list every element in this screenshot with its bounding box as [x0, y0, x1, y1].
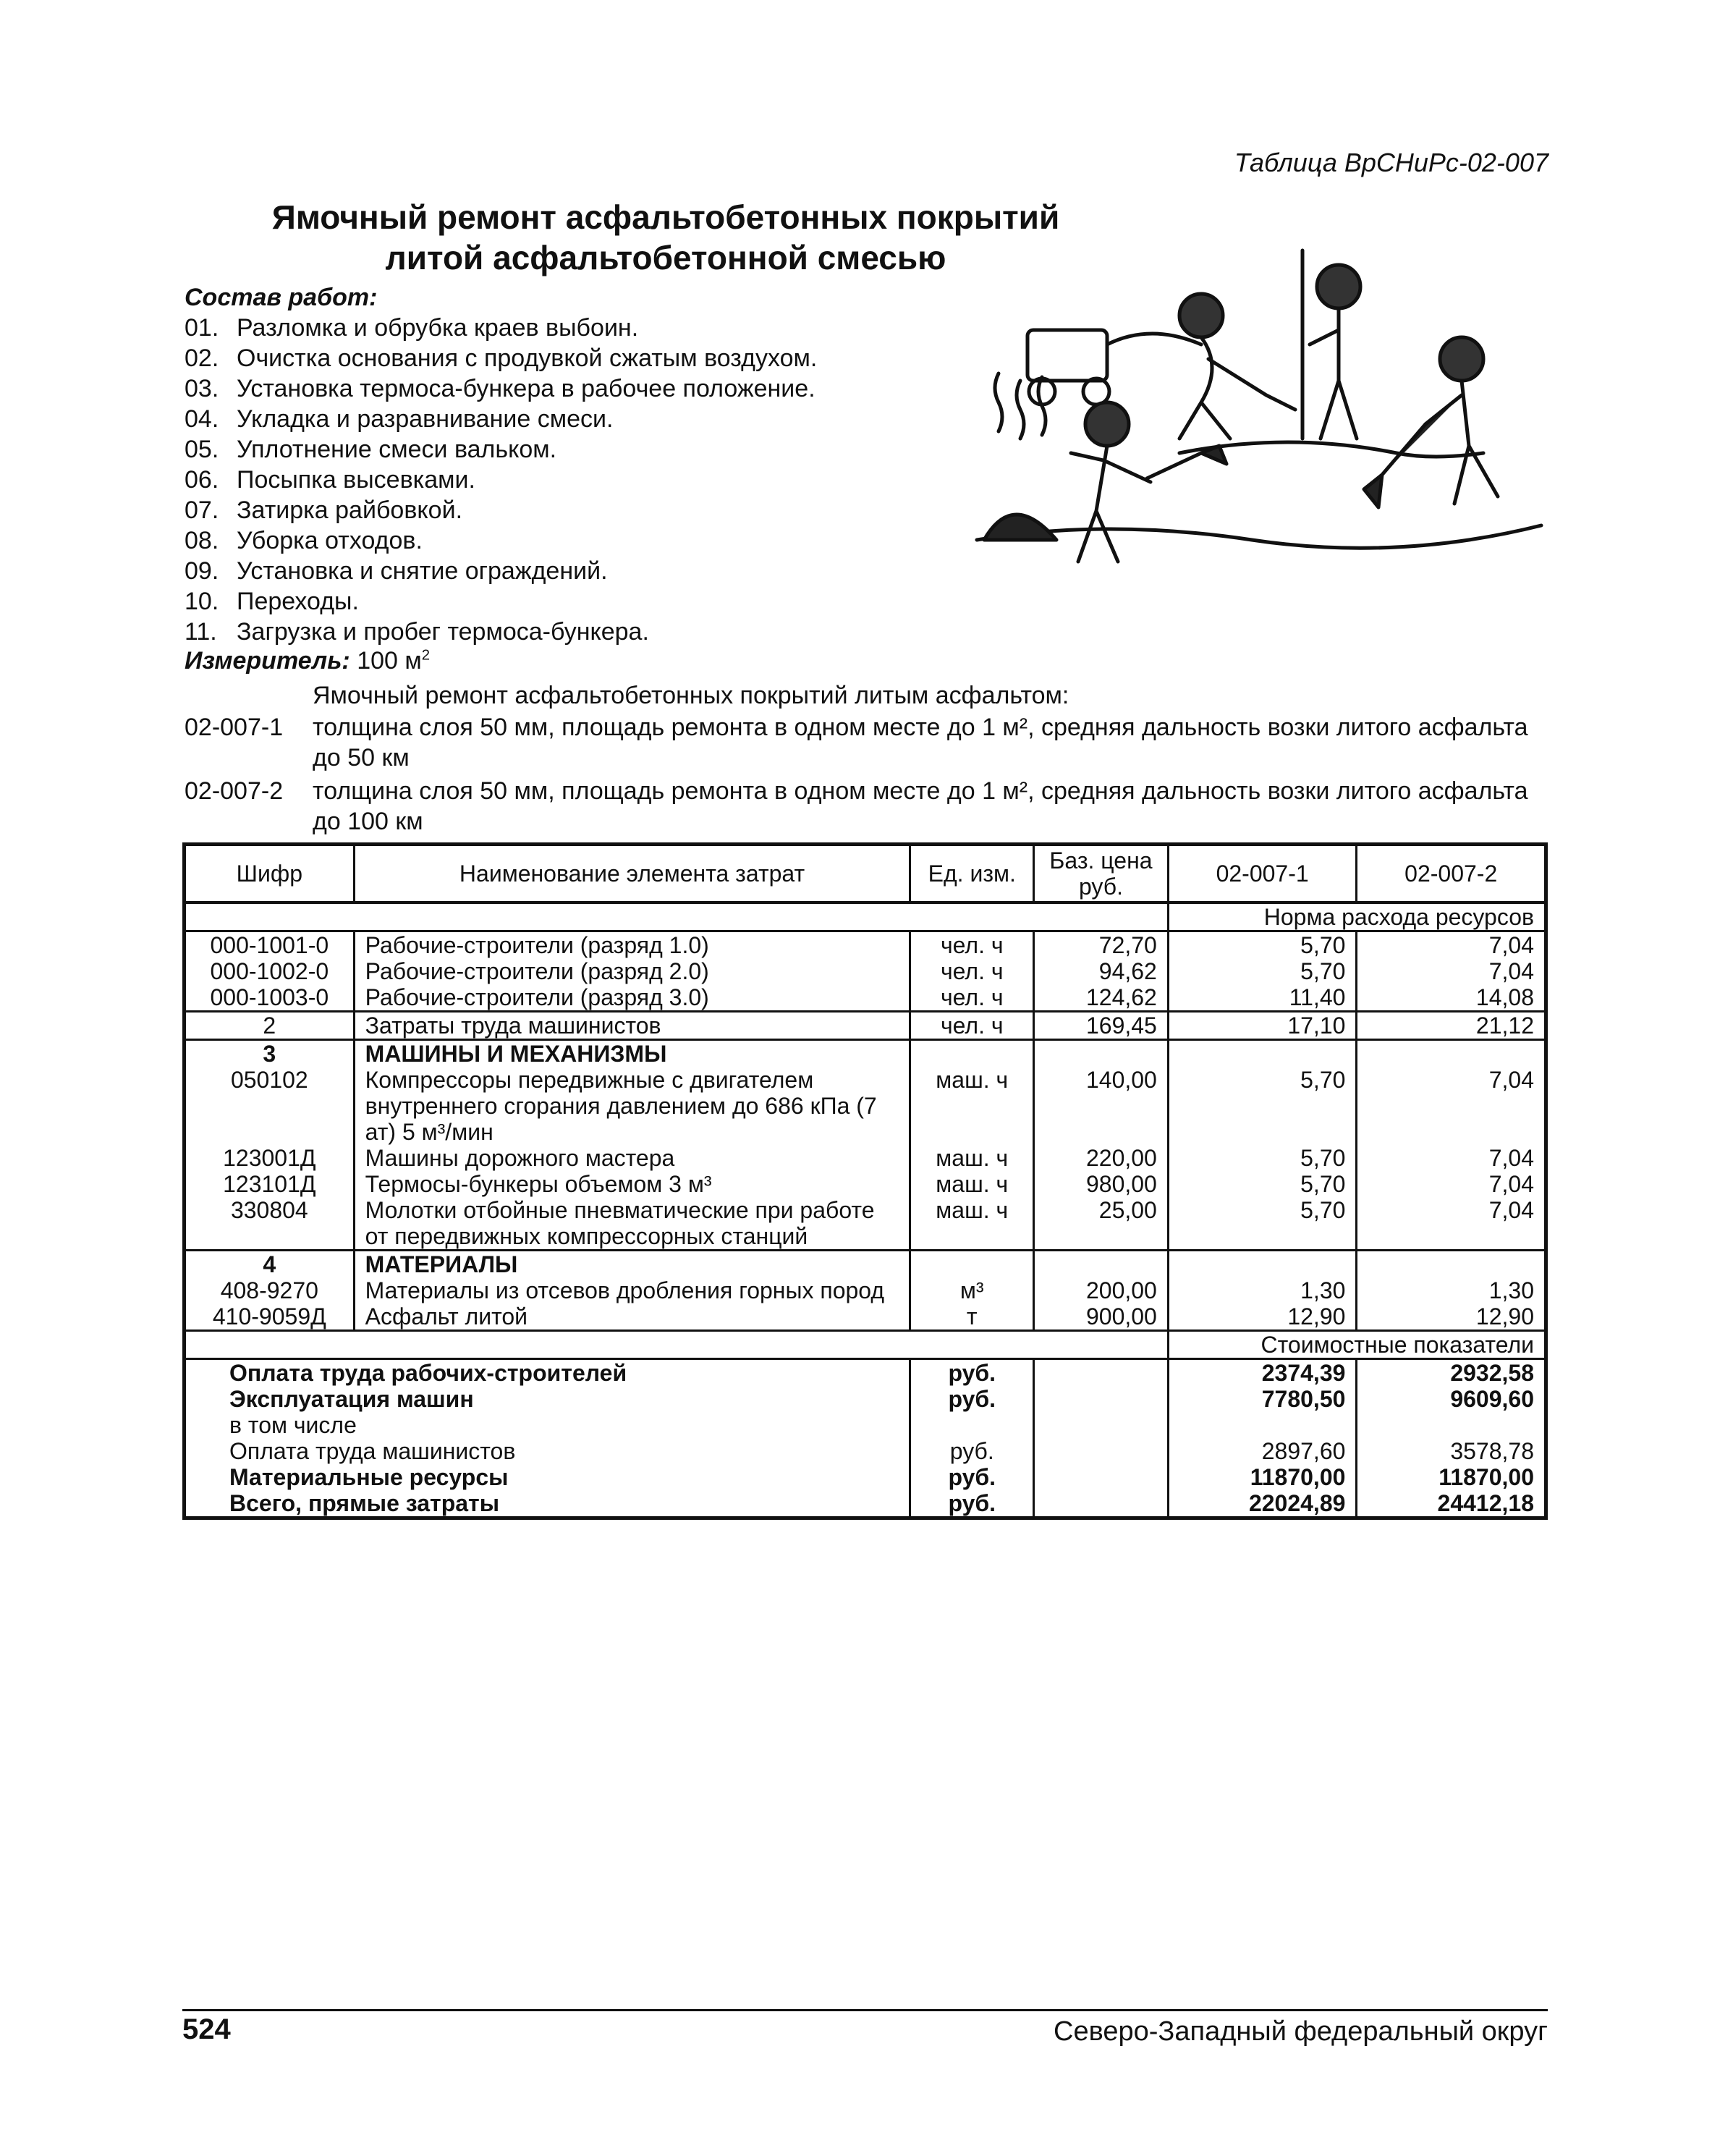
cell-name: Машины дорожного мастера [354, 1145, 910, 1171]
cost-name: Оплата труда рабочих-строителей [185, 1359, 910, 1387]
table-cell [1034, 1438, 1169, 1464]
work-item-number: 04. [185, 405, 219, 433]
header-price: Баз. цена руб. [1034, 845, 1169, 903]
cell-code: 123001Д [185, 1145, 355, 1171]
cell-name: Рабочие-строители (разряд 3.0) [354, 984, 910, 1012]
header-v1: 02-007-1 [1168, 845, 1357, 903]
cell-v2: 7,04 [1357, 1067, 1546, 1145]
variant-2 [185, 776, 1545, 837]
cell-unit: м³ [910, 1277, 1034, 1303]
cell-unit: чел. ч [910, 958, 1034, 984]
cell-code: 2 [185, 1012, 355, 1040]
cell-code: 410-9059Д [185, 1303, 355, 1331]
cell-price: 72,70 [1034, 931, 1169, 959]
cost-v2: 2932,58 [1357, 1359, 1546, 1387]
cell-v2: 1,30 [1357, 1277, 1546, 1303]
cell-code: 000-1001-0 [185, 931, 355, 959]
cost-v1: 22024,89 [1168, 1490, 1357, 1518]
cell-name: Рабочие-строители (разряд 2.0) [354, 958, 910, 984]
table-cell [185, 902, 1169, 931]
section-code: 3 [185, 1040, 355, 1068]
cell-unit: т [910, 1303, 1034, 1331]
work-item-text: Затирка райбовкой. [237, 496, 463, 524]
work-item-text: Уборка отходов. [237, 527, 423, 554]
table-cell [1357, 1251, 1546, 1278]
table-body [185, 902, 1546, 1518]
table-row [185, 1386, 1546, 1412]
cell-unit: чел. ч [910, 984, 1034, 1012]
cell-v2: 7,04 [1357, 1145, 1546, 1171]
header-v2: 02-007-2 [1357, 845, 1546, 903]
cell-v2: 7,04 [1357, 931, 1546, 959]
work-item-number: 08. [185, 527, 219, 554]
meter-value: 100 м [357, 647, 422, 675]
cell-name: Материалы из отсевов дробления горных пород [354, 1277, 910, 1303]
table-label: Таблица ВрСНиРс-02-007 [1234, 148, 1548, 177]
cell-code: 000-1002-0 [185, 958, 355, 984]
cell-name: Асфальт литой [354, 1303, 910, 1331]
table-row [185, 1145, 1546, 1171]
cell-v1: 11,40 [1168, 984, 1357, 1012]
cell-v2: 7,04 [1357, 958, 1546, 984]
cell-name: Молотки отбойные пневматические при работе от передвижных компрессорных станций [354, 1197, 910, 1251]
work-item [185, 525, 817, 556]
cell-code: 408-9270 [185, 1277, 355, 1303]
cost-name: Оплата труда машинистов [185, 1438, 910, 1464]
table-row [185, 1277, 1546, 1303]
table-row [185, 1303, 1546, 1331]
work-item [185, 556, 817, 586]
cell-v2: 7,04 [1357, 1171, 1546, 1197]
work-item-text: Установка термоса-бункера в рабочее положение. [237, 375, 815, 402]
cell-price: 220,00 [1034, 1145, 1169, 1171]
work-item [185, 404, 817, 434]
cell-unit: маш. ч [910, 1145, 1034, 1171]
variant-1 [185, 712, 1545, 773]
table-cell [910, 1040, 1034, 1068]
road-workers-illustration [962, 236, 1556, 583]
cost-v2: 9609,60 [1357, 1386, 1546, 1412]
cell-price: 140,00 [1034, 1067, 1169, 1145]
works-label: Состав работ: [185, 284, 378, 311]
work-item-number: 10. [185, 588, 219, 615]
works-list [185, 313, 817, 647]
cell-unit: маш. ч [910, 1197, 1034, 1251]
cell-unit: чел. ч [910, 931, 1034, 959]
cell-v1: 5,70 [1168, 1197, 1357, 1251]
cost-title: Стоимостные показатели [1168, 1331, 1546, 1359]
table-cell [1034, 1251, 1169, 1278]
work-item [185, 373, 817, 404]
table-cell [1034, 1359, 1169, 1387]
cell-v1: 5,70 [1168, 958, 1357, 984]
cell-v1: 5,70 [1168, 931, 1357, 959]
header-code: Шифр [185, 845, 355, 903]
cost-name: Всего, прямые затраты [185, 1490, 910, 1518]
table-cell [1034, 1464, 1169, 1490]
cell-v1: 5,70 [1168, 1145, 1357, 1171]
cost-unit: руб. [910, 1386, 1034, 1412]
section-code: 4 [185, 1251, 355, 1278]
table-row [185, 1331, 1546, 1359]
section-name: МАТЕРИАЛЫ [354, 1251, 910, 1278]
cell-name: Термосы-бункеры объемом 3 м³ [354, 1171, 910, 1197]
work-item [185, 586, 817, 617]
cell-v1: 17,10 [1168, 1012, 1357, 1040]
cell-price: 980,00 [1034, 1171, 1169, 1197]
table-row [185, 984, 1546, 1012]
meter [185, 647, 430, 675]
work-item [185, 495, 817, 525]
table-row [185, 1067, 1546, 1145]
table-row [185, 931, 1546, 959]
table-cell [1357, 1040, 1546, 1068]
cell-v1: 12,90 [1168, 1303, 1357, 1331]
work-item-text: Укладка и разравнивание смеси. [237, 405, 614, 433]
cell-price: 169,45 [1034, 1012, 1169, 1040]
cell-unit: маш. ч [910, 1171, 1034, 1197]
work-item [185, 343, 817, 373]
cell-name: Компрессоры передвижные с двигателем внутреннего сгорания давлением до 686 кПа (7 ат) 5 м³/мин [354, 1067, 910, 1145]
cell-price: 124,62 [1034, 984, 1169, 1012]
cost-v1: 2374,39 [1168, 1359, 1357, 1387]
meter-sup: 2 [421, 647, 431, 664]
cost-v2 [1357, 1412, 1546, 1438]
cost-v2: 24412,18 [1357, 1490, 1546, 1518]
variant-code: 02-007-1 [185, 714, 284, 741]
cost-v1: 7780,50 [1168, 1386, 1357, 1412]
work-item-number: 02. [185, 344, 219, 372]
cell-price: 900,00 [1034, 1303, 1169, 1331]
work-item-text: Уплотнение смеси вальком. [237, 436, 557, 463]
section-name: МАШИНЫ И МЕХАНИЗМЫ [354, 1040, 910, 1068]
norm-title: Норма расхода ресурсов [1168, 902, 1546, 931]
work-item [185, 617, 817, 647]
table-cell [1034, 1386, 1169, 1412]
table-cell [1034, 1040, 1169, 1068]
table-row [185, 1359, 1546, 1387]
cell-name: Рабочие-строители (разряд 1.0) [354, 931, 910, 959]
title-line-2: литой асфальтобетонной смесью [385, 239, 946, 276]
cell-code: 050102 [185, 1067, 355, 1145]
work-item-text: Загрузка и пробег термоса-бункера. [237, 618, 649, 646]
cost-v1: 2897,60 [1168, 1438, 1357, 1464]
variant-code: 02-007-2 [185, 777, 284, 805]
cell-v2: 14,08 [1357, 984, 1546, 1012]
cell-code: 330804 [185, 1197, 355, 1251]
work-item [185, 465, 817, 495]
variants-intro: Ямочный ремонт асфальтобетонных покрытий литым асфальтом: [313, 682, 1069, 709]
cost-name: Материальные ресурсы [185, 1464, 910, 1490]
table-row [185, 1040, 1546, 1068]
work-item-number: 09. [185, 557, 219, 585]
resource-table [182, 842, 1548, 1520]
work-item-number: 06. [185, 466, 219, 494]
cell-v2: 12,90 [1357, 1303, 1546, 1331]
cell-v1: 5,70 [1168, 1067, 1357, 1145]
cost-unit: руб. [910, 1359, 1034, 1387]
work-item-text: Установка и снятие ограждений. [237, 557, 608, 585]
variant-text: толщина слоя 50 мм, площадь ремонта в одном месте до 1 м², средняя дальность возки литого асфальта до 50 км [313, 714, 1528, 771]
meter-label: Измеритель: [185, 647, 350, 675]
table-cell [1034, 1412, 1169, 1438]
footer-rule [182, 2009, 1548, 2011]
table-cell [185, 1331, 1169, 1359]
table-row [185, 1438, 1546, 1464]
table-row [185, 1251, 1546, 1278]
cost-v1: 11870,00 [1168, 1464, 1357, 1490]
variant-text: толщина слоя 50 мм, площадь ремонта в одном месте до 1 м², средняя дальность возки литого асфальта до 100 км [313, 777, 1528, 835]
work-item-text: Очистка основания с продувкой сжатым воздухом. [237, 344, 818, 372]
cell-price: 200,00 [1034, 1277, 1169, 1303]
table-row [185, 1171, 1546, 1197]
table-cell [1168, 1040, 1357, 1068]
table-cell [910, 1251, 1034, 1278]
cost-unit: руб. [910, 1490, 1034, 1518]
table-cell [1168, 1251, 1357, 1278]
header-name: Наименование элемента затрат [354, 845, 910, 903]
cell-price: 25,00 [1034, 1197, 1169, 1251]
page-number: 524 [182, 2013, 231, 2045]
work-item-text: Разломка и обрубка краев выбоин. [237, 314, 639, 342]
cell-unit: маш. ч [910, 1067, 1034, 1145]
table-row [185, 902, 1546, 931]
table-row [185, 958, 1546, 984]
cost-unit: руб. [910, 1464, 1034, 1490]
work-item-number: 01. [185, 314, 219, 342]
cell-unit: чел. ч [910, 1012, 1034, 1040]
table-row [185, 1464, 1546, 1490]
work-item [185, 313, 817, 343]
work-item-number: 07. [185, 496, 219, 524]
work-item-number: 03. [185, 375, 219, 402]
cell-v2: 7,04 [1357, 1197, 1546, 1251]
cell-v1: 5,70 [1168, 1171, 1357, 1197]
cost-name: в том числе [185, 1412, 910, 1438]
cost-v2: 3578,78 [1357, 1438, 1546, 1464]
table-cell [1034, 1490, 1169, 1518]
cost-name: Эксплуатация машин [185, 1386, 910, 1412]
table-row [185, 1412, 1546, 1438]
work-item-text: Посыпка высевками. [237, 466, 475, 494]
work-item-number: 11. [185, 618, 217, 646]
cost-v2: 11870,00 [1357, 1464, 1546, 1490]
table-row [185, 1490, 1546, 1518]
work-item-number: 05. [185, 436, 219, 463]
cell-v2: 21,12 [1357, 1012, 1546, 1040]
cell-name: Затраты труда машинистов [354, 1012, 910, 1040]
cell-code: 123101Д [185, 1171, 355, 1197]
work-item-text: Переходы. [237, 588, 359, 615]
table-header-row [185, 845, 1546, 903]
cell-price: 94,62 [1034, 958, 1169, 984]
cost-v1 [1168, 1412, 1357, 1438]
header-unit: Ед. изм. [910, 845, 1034, 903]
cost-unit: руб. [910, 1438, 1034, 1464]
cost-unit [910, 1412, 1034, 1438]
work-item [185, 434, 817, 465]
district-name: Северо-Западный федеральный округ [1054, 2016, 1548, 2047]
cell-v1: 1,30 [1168, 1277, 1357, 1303]
title-line-1: Ямочный ремонт асфальтобетонных покрытий [271, 198, 1060, 236]
table-row [185, 1197, 1546, 1251]
table-row [185, 1012, 1546, 1040]
cell-code: 000-1003-0 [185, 984, 355, 1012]
